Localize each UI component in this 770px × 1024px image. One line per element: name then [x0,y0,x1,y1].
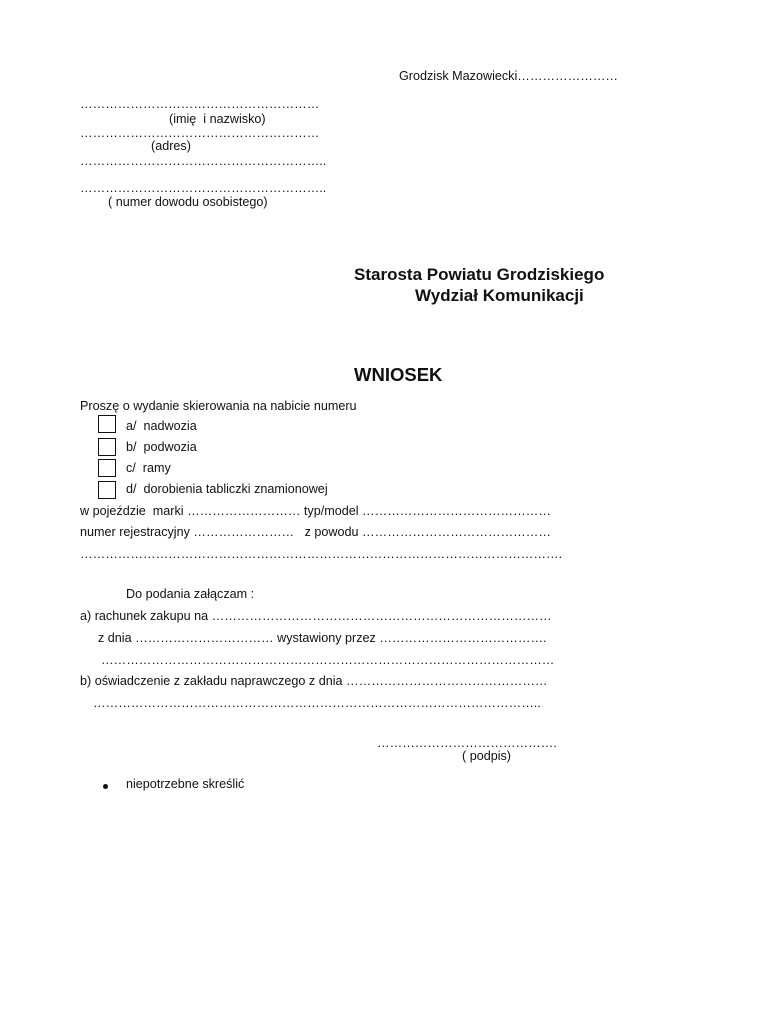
vehicle-make-model-line: w pojeździe marki ……………………… typ/model ……………………………………… [80,504,551,518]
attachment-a-line: a) rachunek zakupu na ……………………………………………………………………… [80,609,552,623]
option-tabliczki-label: d/ dorobienia tabliczki znamionowej [126,482,328,496]
id-caption: ( numer dowodu osobistego) [108,195,268,209]
checkbox-tabliczki[interactable] [98,481,116,499]
address-caption: (adres) [151,139,191,153]
attachment-b-line: b) oświadczenie z zakładu naprawczego z dnia ………………………………………… [80,674,548,688]
address-dotted-line: ………………………………………………… [80,126,320,140]
checkbox-podwozia[interactable] [98,438,116,456]
attachment-a-date-issuer-line: z dnia …………………………… wystawiony przez …………………………………. [98,631,547,645]
request-intro: Proszę o wydanie skierowania na nabicie numeru [80,399,357,413]
checkbox-ramy[interactable] [98,459,116,477]
option-ramy-label: c/ ramy [126,461,171,475]
option-podwozia-label: b/ podwozia [126,440,197,454]
option-nadwozia-label: a/ nadwozia [126,419,197,433]
address-dotted-line-2: ………………………………………………….. [80,154,327,168]
form-title: WNIOSEK [354,364,443,385]
name-caption: (imię i nazwisko) [169,112,266,126]
id-dotted-line: ………………………………………………….. [80,181,327,195]
attachment-a-dotted-line: ……………………………………………………………………………………………… [101,653,555,667]
place-date-line: Grodzisk Mazowiecki…………………… [399,69,619,83]
name-dotted-line: ………………………………………………… [80,97,320,111]
recipient-line-2: Wydział Komunikacji [415,286,584,305]
footnote-bullet-icon [103,784,108,789]
attachment-b-dotted-line: …………………………………………………………………………………………….. [93,696,541,710]
signature-dotted-line: ……………………………………. [377,736,557,750]
registration-reason-line: numer rejestracyjny …………………… z powodu ……………………………………… [80,525,551,539]
attachments-intro: Do podania załączam : [126,587,255,601]
checkbox-nadwozia[interactable] [98,415,116,433]
recipient-line-1: Starosta Powiatu Grodziskiego [354,265,605,284]
reason-dotted-line: ……………………………………………………………………………………………………. [80,547,563,561]
footnote-text: niepotrzebne skreślić [126,777,245,791]
signature-caption: ( podpis) [462,749,511,763]
